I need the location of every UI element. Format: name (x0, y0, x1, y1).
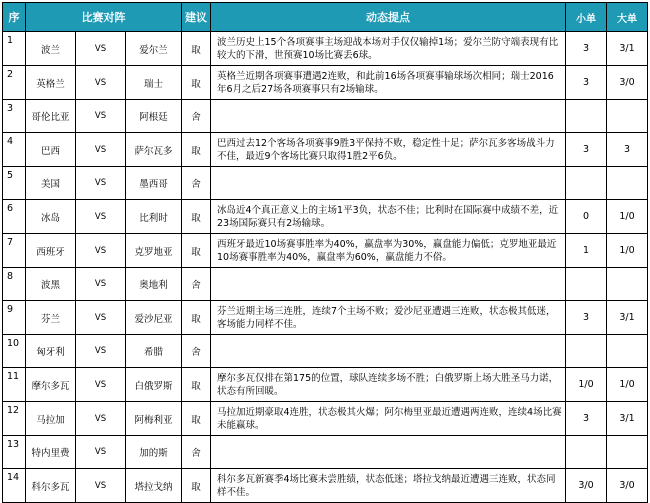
analysis-text: 摩尔多瓦仅排在第175的位置，球队连续多场不胜；白俄罗斯上场大胜圣马力诺，状态有所回暖。 (211, 368, 566, 402)
small-bet-value: 3 (566, 133, 607, 167)
table-row (3, 368, 648, 402)
table-row (3, 268, 648, 301)
home-team: 匈牙利 (26, 335, 76, 368)
table-row (3, 32, 648, 66)
header-big-bet: 大单 (607, 3, 648, 32)
small-bet-value: 3/0 (566, 469, 607, 503)
table-row (3, 66, 648, 100)
table-row (3, 301, 648, 335)
row-index: 10 (3, 335, 26, 368)
away-team: 瑞士 (126, 66, 182, 100)
analysis-text: 科尔多瓦新赛季4场比赛未尝胜绩，状态低迷；塔拉戈纳最近遭遇三连败，状态同样不佳。 (211, 469, 566, 503)
row-index: 9 (3, 301, 26, 335)
away-team: 萨尔瓦多 (126, 133, 182, 167)
vs-label: VS (76, 200, 126, 234)
suggestion: 舍 (182, 167, 211, 200)
away-team: 克罗地亚 (126, 234, 182, 268)
analysis-text: 马拉加近期豪取4连胜，状态极其火爆；阿尔梅里亚最近遭遇两连败，连续4场比赛未能赢球。 (211, 402, 566, 436)
home-team: 冰岛 (26, 200, 76, 234)
row-index: 13 (3, 436, 26, 469)
away-team: 希腊 (126, 335, 182, 368)
small-bet-value: 3 (566, 66, 607, 100)
analysis-text: 波兰历史上15个各项赛事主场迎战本场对手仅仅输掉1场；爱尔兰防守端表现有比较大的下滑，世预赛10场比赛丢6球。 (211, 32, 566, 66)
analysis-text (211, 436, 566, 469)
header-index: 序 (3, 3, 26, 32)
table-row (3, 436, 648, 469)
small-bet-value (566, 100, 607, 133)
vs-label: VS (76, 268, 126, 301)
row-index: 2 (3, 66, 26, 100)
match-tips-table (2, 2, 648, 503)
vs-label: VS (76, 335, 126, 368)
home-team: 科尔多瓦 (26, 469, 76, 503)
big-bet-value: 3/1 (607, 32, 648, 66)
small-bet-value: 1 (566, 234, 607, 268)
vs-label: VS (76, 402, 126, 436)
big-bet-value: 3/1 (607, 402, 648, 436)
header-small-bet: 小单 (566, 3, 607, 32)
analysis-text: 巴西过去12个客场各项赛事9胜3平保持不败，稳定性十足；萨尔瓦多客场战斗力不佳，最近9个客场比赛只取得1胜2平6负。 (211, 133, 566, 167)
away-team: 墨西哥 (126, 167, 182, 200)
big-bet-value: 3/0 (607, 469, 648, 503)
small-bet-value: 0 (566, 200, 607, 234)
small-bet-value: 3 (566, 32, 607, 66)
big-bet-value: 3 (607, 133, 648, 167)
analysis-text (211, 268, 566, 301)
away-team: 加的斯 (126, 436, 182, 469)
row-index: 12 (3, 402, 26, 436)
away-team: 阿梅利亚 (126, 402, 182, 436)
small-bet-value: 3 (566, 402, 607, 436)
away-team: 白俄罗斯 (126, 368, 182, 402)
home-team: 巴西 (26, 133, 76, 167)
row-index: 5 (3, 167, 26, 200)
analysis-text (211, 167, 566, 200)
suggestion: 取 (182, 469, 211, 503)
suggestion: 舍 (182, 335, 211, 368)
home-team: 英格兰 (26, 66, 76, 100)
away-team: 塔拉戈纳 (126, 469, 182, 503)
header-matchup: 比赛对阵 (26, 3, 182, 32)
vs-label: VS (76, 469, 126, 503)
suggestion: 取 (182, 200, 211, 234)
home-team: 美国 (26, 167, 76, 200)
vs-label: VS (76, 167, 126, 200)
table-row (3, 100, 648, 133)
small-bet-value: 3 (566, 301, 607, 335)
big-bet-value: 3/0 (607, 66, 648, 100)
table-row (3, 402, 648, 436)
betting-table-container (2, 2, 647, 503)
table-row (3, 335, 648, 368)
row-index: 14 (3, 469, 26, 503)
away-team: 比利时 (126, 200, 182, 234)
vs-label: VS (76, 368, 126, 402)
suggestion: 舍 (182, 436, 211, 469)
home-team: 波黑 (26, 268, 76, 301)
small-bet-value (566, 335, 607, 368)
analysis-text: 芬兰近期主场三连胜，连续7个主场不败；爱沙尼亚遭遇三连败，状态极其低迷，客场能力同样不佳。 (211, 301, 566, 335)
small-bet-value (566, 436, 607, 469)
home-team: 特内里费 (26, 436, 76, 469)
suggestion: 取 (182, 32, 211, 66)
home-team: 马拉加 (26, 402, 76, 436)
suggestion: 取 (182, 66, 211, 100)
row-index: 8 (3, 268, 26, 301)
big-bet-value (607, 335, 648, 368)
small-bet-value (566, 268, 607, 301)
suggestion: 取 (182, 133, 211, 167)
row-index: 1 (3, 32, 26, 66)
analysis-text: 冰岛近4个真正意义上的主场1平3负，状态不佳；比利时在国际赛中成绩不差，近23场国际赛只有2场输球。 (211, 200, 566, 234)
home-team: 摩尔多瓦 (26, 368, 76, 402)
vs-label: VS (76, 66, 126, 100)
analysis-text: 英格兰近期各项赛事遭遇2连败，和此前16场各项赛事输球场次相同；瑞士2016年6月之后27场各项赛事只有2场输球。 (211, 66, 566, 100)
vs-label: VS (76, 32, 126, 66)
row-index: 7 (3, 234, 26, 268)
row-index: 6 (3, 200, 26, 234)
away-team: 奥地利 (126, 268, 182, 301)
small-bet-value: 1/0 (566, 368, 607, 402)
vs-label: VS (76, 100, 126, 133)
big-bet-value (607, 436, 648, 469)
big-bet-value (607, 268, 648, 301)
header-suggest: 建议 (182, 3, 211, 32)
suggestion: 取 (182, 368, 211, 402)
suggestion: 舍 (182, 100, 211, 133)
row-index: 4 (3, 133, 26, 167)
header-analysis: 动态提点 (211, 3, 566, 32)
table-row (3, 469, 648, 503)
header-row (3, 3, 648, 32)
row-index: 3 (3, 100, 26, 133)
suggestion: 舍 (182, 268, 211, 301)
table-row (3, 133, 648, 167)
suggestion: 取 (182, 301, 211, 335)
table-row (3, 200, 648, 234)
big-bet-value: 1/0 (607, 234, 648, 268)
big-bet-value (607, 167, 648, 200)
small-bet-value (566, 167, 607, 200)
home-team: 波兰 (26, 32, 76, 66)
vs-label: VS (76, 234, 126, 268)
big-bet-value (607, 100, 648, 133)
home-team: 西班牙 (26, 234, 76, 268)
big-bet-value: 1/0 (607, 368, 648, 402)
away-team: 阿根廷 (126, 100, 182, 133)
analysis-text (211, 335, 566, 368)
vs-label: VS (76, 436, 126, 469)
table-row (3, 167, 648, 200)
home-team: 芬兰 (26, 301, 76, 335)
row-index: 11 (3, 368, 26, 402)
table-row (3, 234, 648, 268)
away-team: 爱沙尼亚 (126, 301, 182, 335)
big-bet-value: 1/0 (607, 200, 648, 234)
big-bet-value: 3/1 (607, 301, 648, 335)
analysis-text: 西班牙最近10场赛事胜率为40%，赢盘率为30%，赢盘能力偏低；克罗地亚最近10场赛事胜率为40%，赢盘率为60%，赢盘能力不俗。 (211, 234, 566, 268)
vs-label: VS (76, 133, 126, 167)
home-team: 哥伦比亚 (26, 100, 76, 133)
suggestion: 取 (182, 234, 211, 268)
away-team: 爱尔兰 (126, 32, 182, 66)
analysis-text (211, 100, 566, 133)
vs-label: VS (76, 301, 126, 335)
suggestion: 取 (182, 402, 211, 436)
